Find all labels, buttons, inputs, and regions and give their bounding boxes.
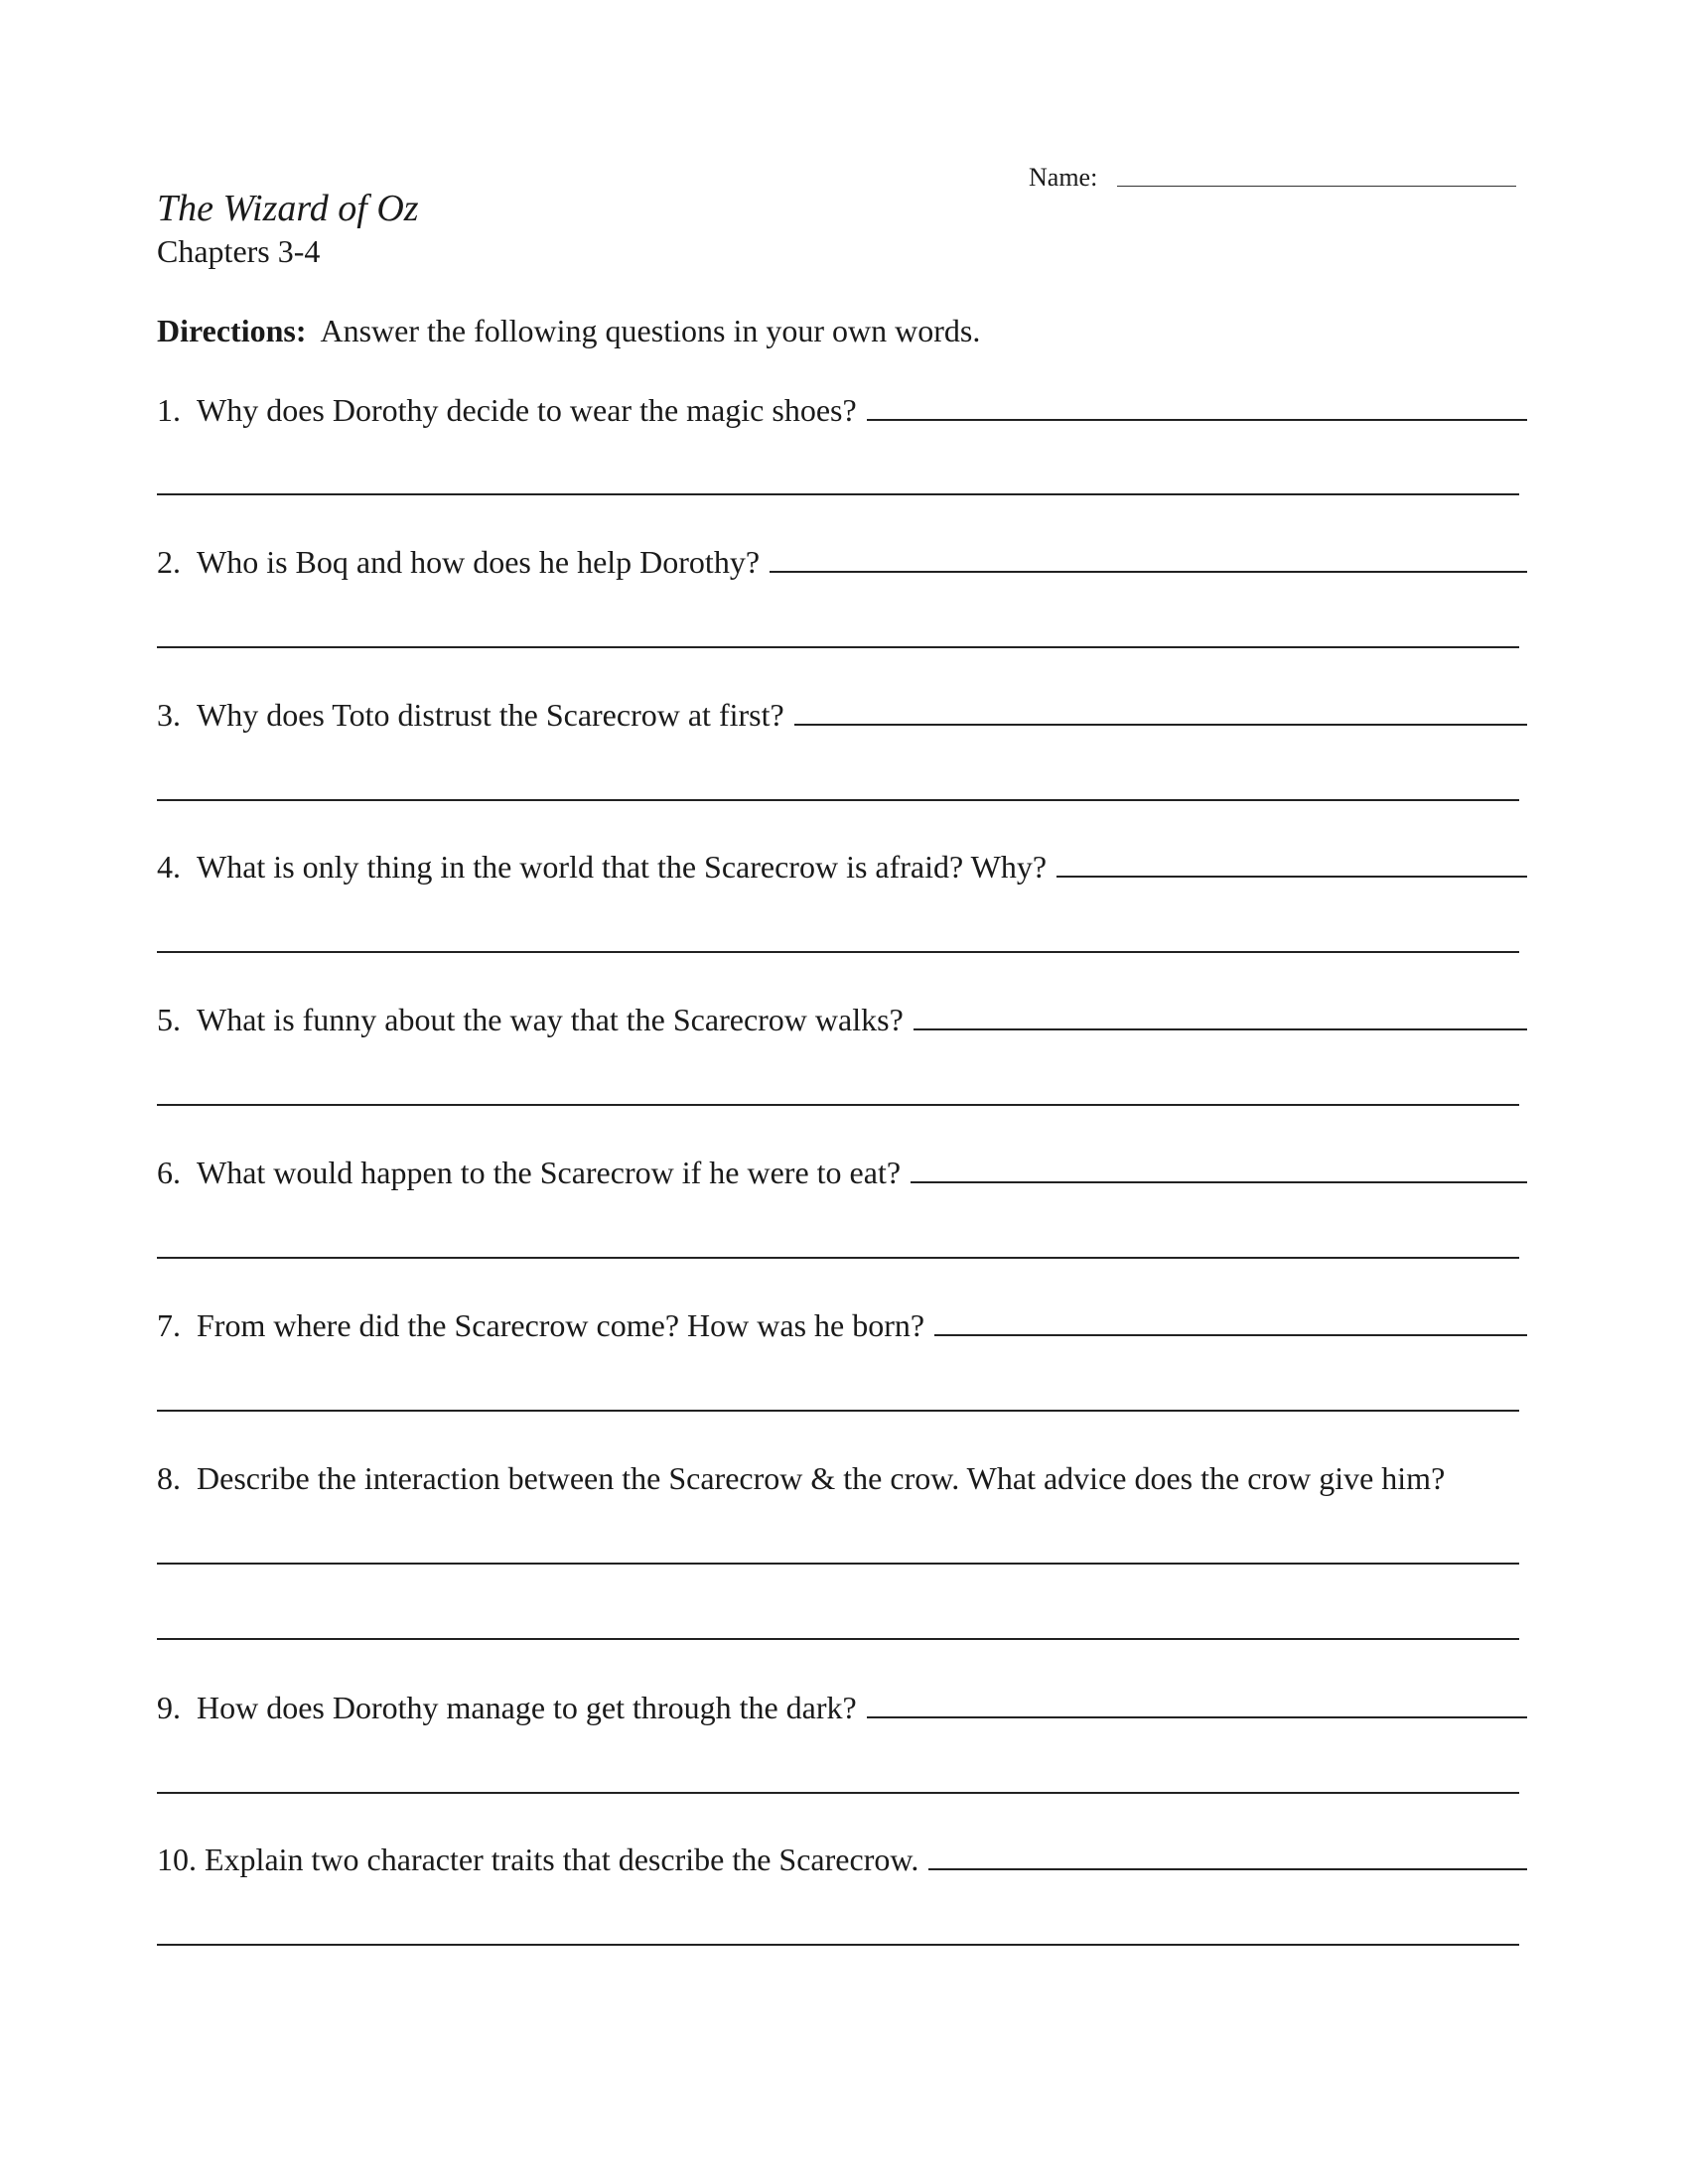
directions-label: Directions: [157, 313, 307, 348]
question-10 [157, 1835, 1527, 1878]
question-5 [157, 995, 1527, 1038]
answer-line[interactable] [157, 1410, 1519, 1412]
worksheet-subtitle: Chapters 3-4 [157, 233, 321, 269]
name-label: Name: [1029, 163, 1098, 192]
question-text: Describe the interaction between the Scarecrow & the crow. What advice does the crow give him? [197, 1459, 1446, 1496]
question-text: Who is Boq and how does he help Dorothy? [197, 543, 761, 580]
question-4 [157, 842, 1527, 886]
question-number: 9. [157, 1689, 181, 1725]
question-text: How does Dorothy manage to get through the dark? [197, 1689, 857, 1725]
name-input-line[interactable] [1117, 160, 1516, 187]
directions [157, 312, 980, 349]
question-text: Why does Toto distrust the Scarecrow at first? [197, 696, 784, 733]
question-3 [157, 690, 1527, 734]
answer-line[interactable] [914, 1026, 1527, 1030]
question-number: 4. [157, 848, 181, 885]
question-text: What is funny about the way that the Scarecrow walks? [197, 1001, 904, 1037]
answer-line[interactable] [157, 1792, 1519, 1794]
answer-line[interactable] [157, 951, 1519, 953]
question-text: What is only thing in the world that the Scarecrow is afraid? Why? [197, 848, 1048, 885]
question-number: 6. [157, 1154, 181, 1190]
answer-line[interactable] [867, 1714, 1527, 1718]
question-text: What would happen to the Scarecrow if he were to eat? [197, 1154, 902, 1190]
answer-line[interactable] [928, 1866, 1527, 1870]
question-text: Why does Dorothy decide to wear the magic shoes? [197, 391, 857, 428]
directions-text: Answer the following questions in your own words. [320, 313, 981, 348]
answer-line[interactable] [157, 1563, 1519, 1565]
question-text: From where did the Scarecrow come? How was he born? [197, 1306, 925, 1343]
answer-line[interactable] [794, 722, 1527, 726]
question-9 [157, 1683, 1527, 1726]
answer-line[interactable] [1056, 874, 1527, 878]
answer-line[interactable] [867, 417, 1527, 421]
question-number: 3. [157, 696, 181, 733]
answer-line[interactable] [157, 1104, 1519, 1106]
question-2 [157, 537, 1527, 581]
question-number: 8. [157, 1459, 181, 1496]
question-number: 5. [157, 1001, 181, 1037]
answer-line[interactable] [157, 493, 1519, 495]
answer-line[interactable] [157, 646, 1519, 648]
question-8 [157, 1453, 1527, 1497]
question-number: 10. [157, 1841, 197, 1877]
name-field [1029, 157, 1525, 193]
question-number: 2. [157, 543, 181, 580]
answer-line[interactable] [157, 1944, 1519, 1946]
question-text: Explain two character traits that describe the Scarecrow. [205, 1841, 919, 1877]
question-7 [157, 1300, 1527, 1344]
question-1 [157, 385, 1527, 429]
answer-line[interactable] [911, 1179, 1527, 1183]
answer-line[interactable] [157, 799, 1519, 801]
question-number: 1. [157, 391, 181, 428]
answer-line[interactable] [770, 569, 1527, 573]
question-number: 7. [157, 1306, 181, 1343]
answer-line[interactable] [157, 1638, 1519, 1640]
answer-line[interactable] [934, 1332, 1527, 1336]
answer-line[interactable] [157, 1257, 1519, 1259]
question-6 [157, 1148, 1527, 1191]
worksheet-title: The Wizard of Oz [157, 188, 419, 229]
